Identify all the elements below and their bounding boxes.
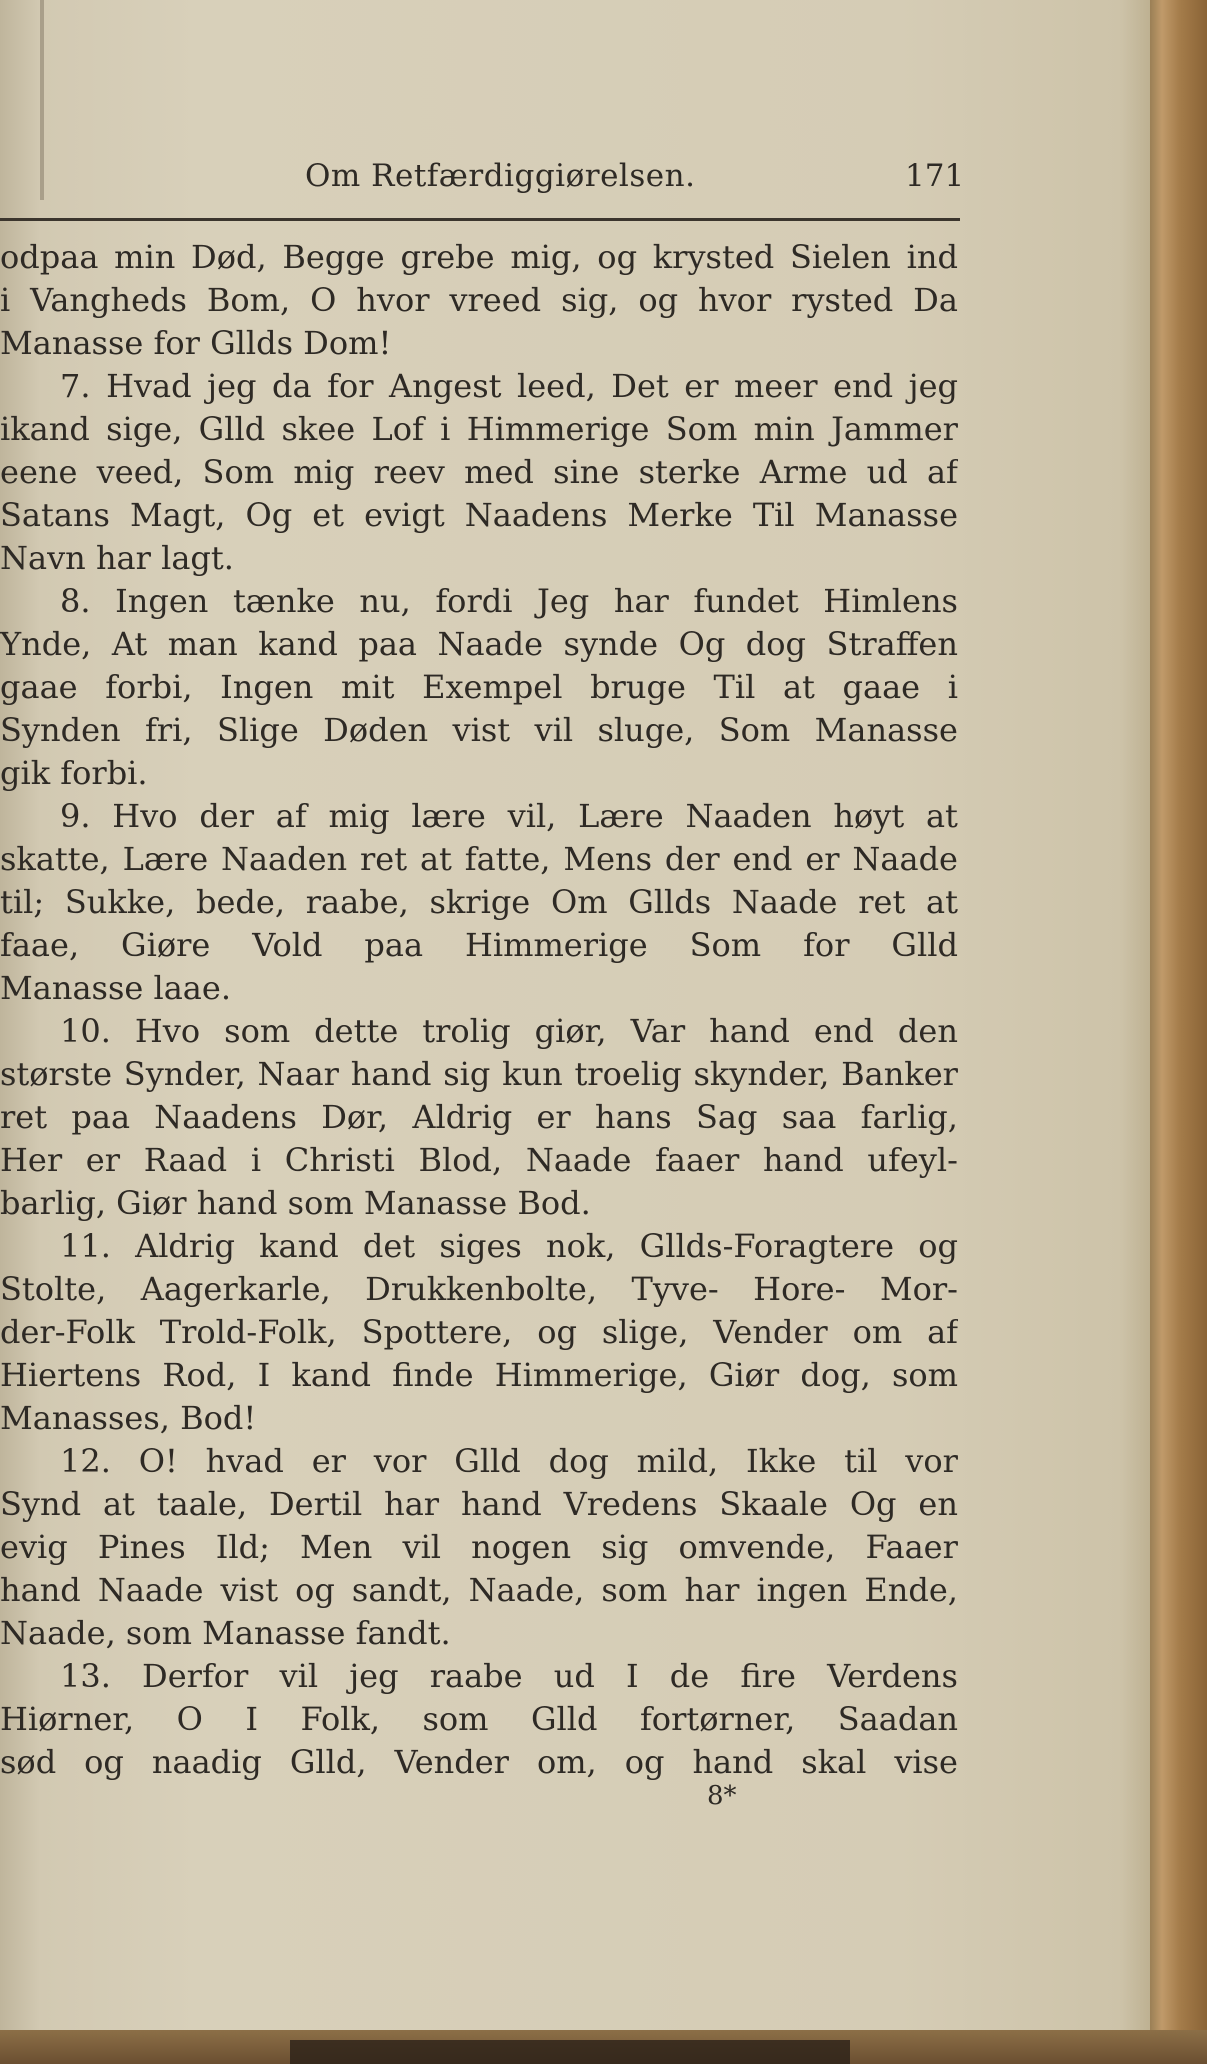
- text-line-content: 12. O! hvad er vor Glld dog mild, Ikke til vor: [60, 1442, 958, 1480]
- text-line: [0, 1612, 958, 1655]
- text-line: [0, 1569, 958, 1612]
- text-line-content: evig Pines Ild; Men vil nogen sig omvende, Faaer: [0, 1528, 958, 1566]
- text-line: [0, 795, 958, 838]
- text-line: [0, 408, 958, 451]
- text-line-content: 9. Hvo der af mig lære vil, Lære Naaden høyt at: [60, 797, 958, 835]
- text-line-content: til; Sukke, bede, raabe, skrige Om Gllds Naade ret at: [0, 883, 958, 921]
- text-line-content: største Synder, Naar hand sig kun troelig skynder, Banker: [0, 1055, 958, 1093]
- text-line-content: skatte, Lære Naaden ret at fatte, Mens der end er Naade: [0, 840, 958, 878]
- text-line-content: sød og naadig Glld, Vender om, og hand skal vise: [0, 1743, 958, 1781]
- text-line: [0, 881, 958, 924]
- text-line-content: 7. Hvad jeg da for Angest leed, Det er meer end jeg: [60, 367, 958, 405]
- text-line: [0, 709, 958, 752]
- text-line-content: barlig, Giør hand som Manasse Bod.: [0, 1184, 591, 1222]
- text-line: [0, 924, 958, 967]
- text-line: [0, 580, 958, 623]
- text-line: [0, 967, 958, 1010]
- text-line-content: Manasses, Bod!: [0, 1399, 257, 1437]
- text-line: [0, 1440, 958, 1483]
- text-line-content: Ynde, At man kand paa Naade synde Og dog Straffen: [0, 625, 958, 663]
- text-line-content: Navn har lagt.: [0, 539, 234, 577]
- text-line: [0, 1096, 958, 1139]
- body-text: [0, 236, 958, 1784]
- text-line-content: Stolte, Aagerkarle, Drukkenbolte, Tyve- Hore- Mor-: [0, 1270, 958, 1308]
- text-line: [0, 752, 958, 795]
- text-line-content: ikand sige, Glld skee Lof i Himmerige Som min Jammer: [0, 410, 958, 448]
- text-line: [0, 838, 958, 881]
- text-line-content: faae, Giøre Vold paa Himmerige Som for Glld: [0, 926, 958, 964]
- text-line: [0, 1139, 958, 1182]
- text-line: [0, 1655, 958, 1698]
- text-line: [0, 1354, 958, 1397]
- text-line-content: gaae forbi, Ingen mit Exempel bruge Til at gaae i: [0, 668, 958, 706]
- text-line: [0, 1225, 958, 1268]
- running-title: Om Retfærdiggiørelsen.: [305, 158, 696, 194]
- text-line-content: 13. Derfor vil jeg raabe ud I de fire Verdens: [60, 1657, 958, 1695]
- text-line-content: 8. Ingen tænke nu, fordi Jeg har fundet Himlens: [60, 582, 958, 620]
- text-line-content: Hiørner, O I Folk, som Glld fortørner, Saadan: [0, 1700, 958, 1738]
- text-line: [0, 1053, 958, 1096]
- text-line: [0, 623, 958, 666]
- page-header: [0, 150, 965, 200]
- header-rule: [0, 218, 960, 221]
- text-line: [0, 494, 958, 537]
- text-line-content: Satans Magt, Og et evigt Naadens Merke Til Manasse: [0, 496, 958, 534]
- text-line: [0, 1182, 958, 1225]
- text-line-content: der-Folk Trold-Folk, Spottere, og slige, Vender om af: [0, 1313, 958, 1351]
- text-line-content: 11. Aldrig kand det siges nok, Gllds-Foragtere og: [60, 1227, 958, 1265]
- text-line-content: Manasse for Gllds Dom!: [0, 324, 392, 362]
- text-line: [0, 1698, 958, 1741]
- text-line-content: Synden fri, Slige Døden vist vil sluge, Som Manasse: [0, 711, 958, 749]
- text-line: [0, 537, 958, 580]
- book-binding-strip: [290, 2040, 850, 2064]
- text-line: [0, 236, 958, 279]
- text-line: [0, 1526, 958, 1569]
- text-line-content: Hiertens Rod, I kand finde Himmerige, Giør dog, som: [0, 1356, 958, 1394]
- text-line-content: i Vangheds Bom, O hvor vreed sig, og hvor rysted Da: [0, 281, 958, 319]
- text-line: [0, 365, 958, 408]
- text-line: [0, 279, 958, 322]
- text-line: [0, 1483, 958, 1526]
- text-line-content: Her er Raad i Christi Blod, Naade faaer hand ufeyl-: [0, 1141, 958, 1179]
- text-line-content: eene veed, Som mig reev med sine sterke Arme ud af: [0, 453, 958, 491]
- text-line: [0, 451, 958, 494]
- signature-mark: 8*: [707, 1781, 737, 1811]
- text-line-content: Manasse laae.: [0, 969, 231, 1007]
- text-line: [0, 1311, 958, 1354]
- text-line-content: odpaa min Død, Begge grebe mig, og krysted Sielen ind: [0, 238, 958, 276]
- text-line: [0, 1397, 958, 1440]
- text-line-content: gik forbi.: [0, 754, 148, 792]
- text-line: [0, 1268, 958, 1311]
- text-line: [0, 1010, 958, 1053]
- text-line-content: ret paa Naadens Dør, Aldrig er hans Sag saa farlig,: [0, 1098, 958, 1136]
- text-line: [0, 1741, 958, 1784]
- text-line-content: Naade, som Manasse fandt.: [0, 1614, 451, 1652]
- text-line-content: Synd at taale, Dertil har hand Vredens Skaale Og en: [0, 1485, 958, 1523]
- page-number: 171: [905, 158, 965, 194]
- page-edge: [1150, 0, 1207, 2064]
- text-line-content: hand Naade vist og sandt, Naade, som har ingen Ende,: [0, 1571, 958, 1609]
- text-line: [0, 322, 958, 365]
- text-line-content: 10. Hvo som dette trolig giør, Var hand end den: [60, 1012, 958, 1050]
- text-line: [0, 666, 958, 709]
